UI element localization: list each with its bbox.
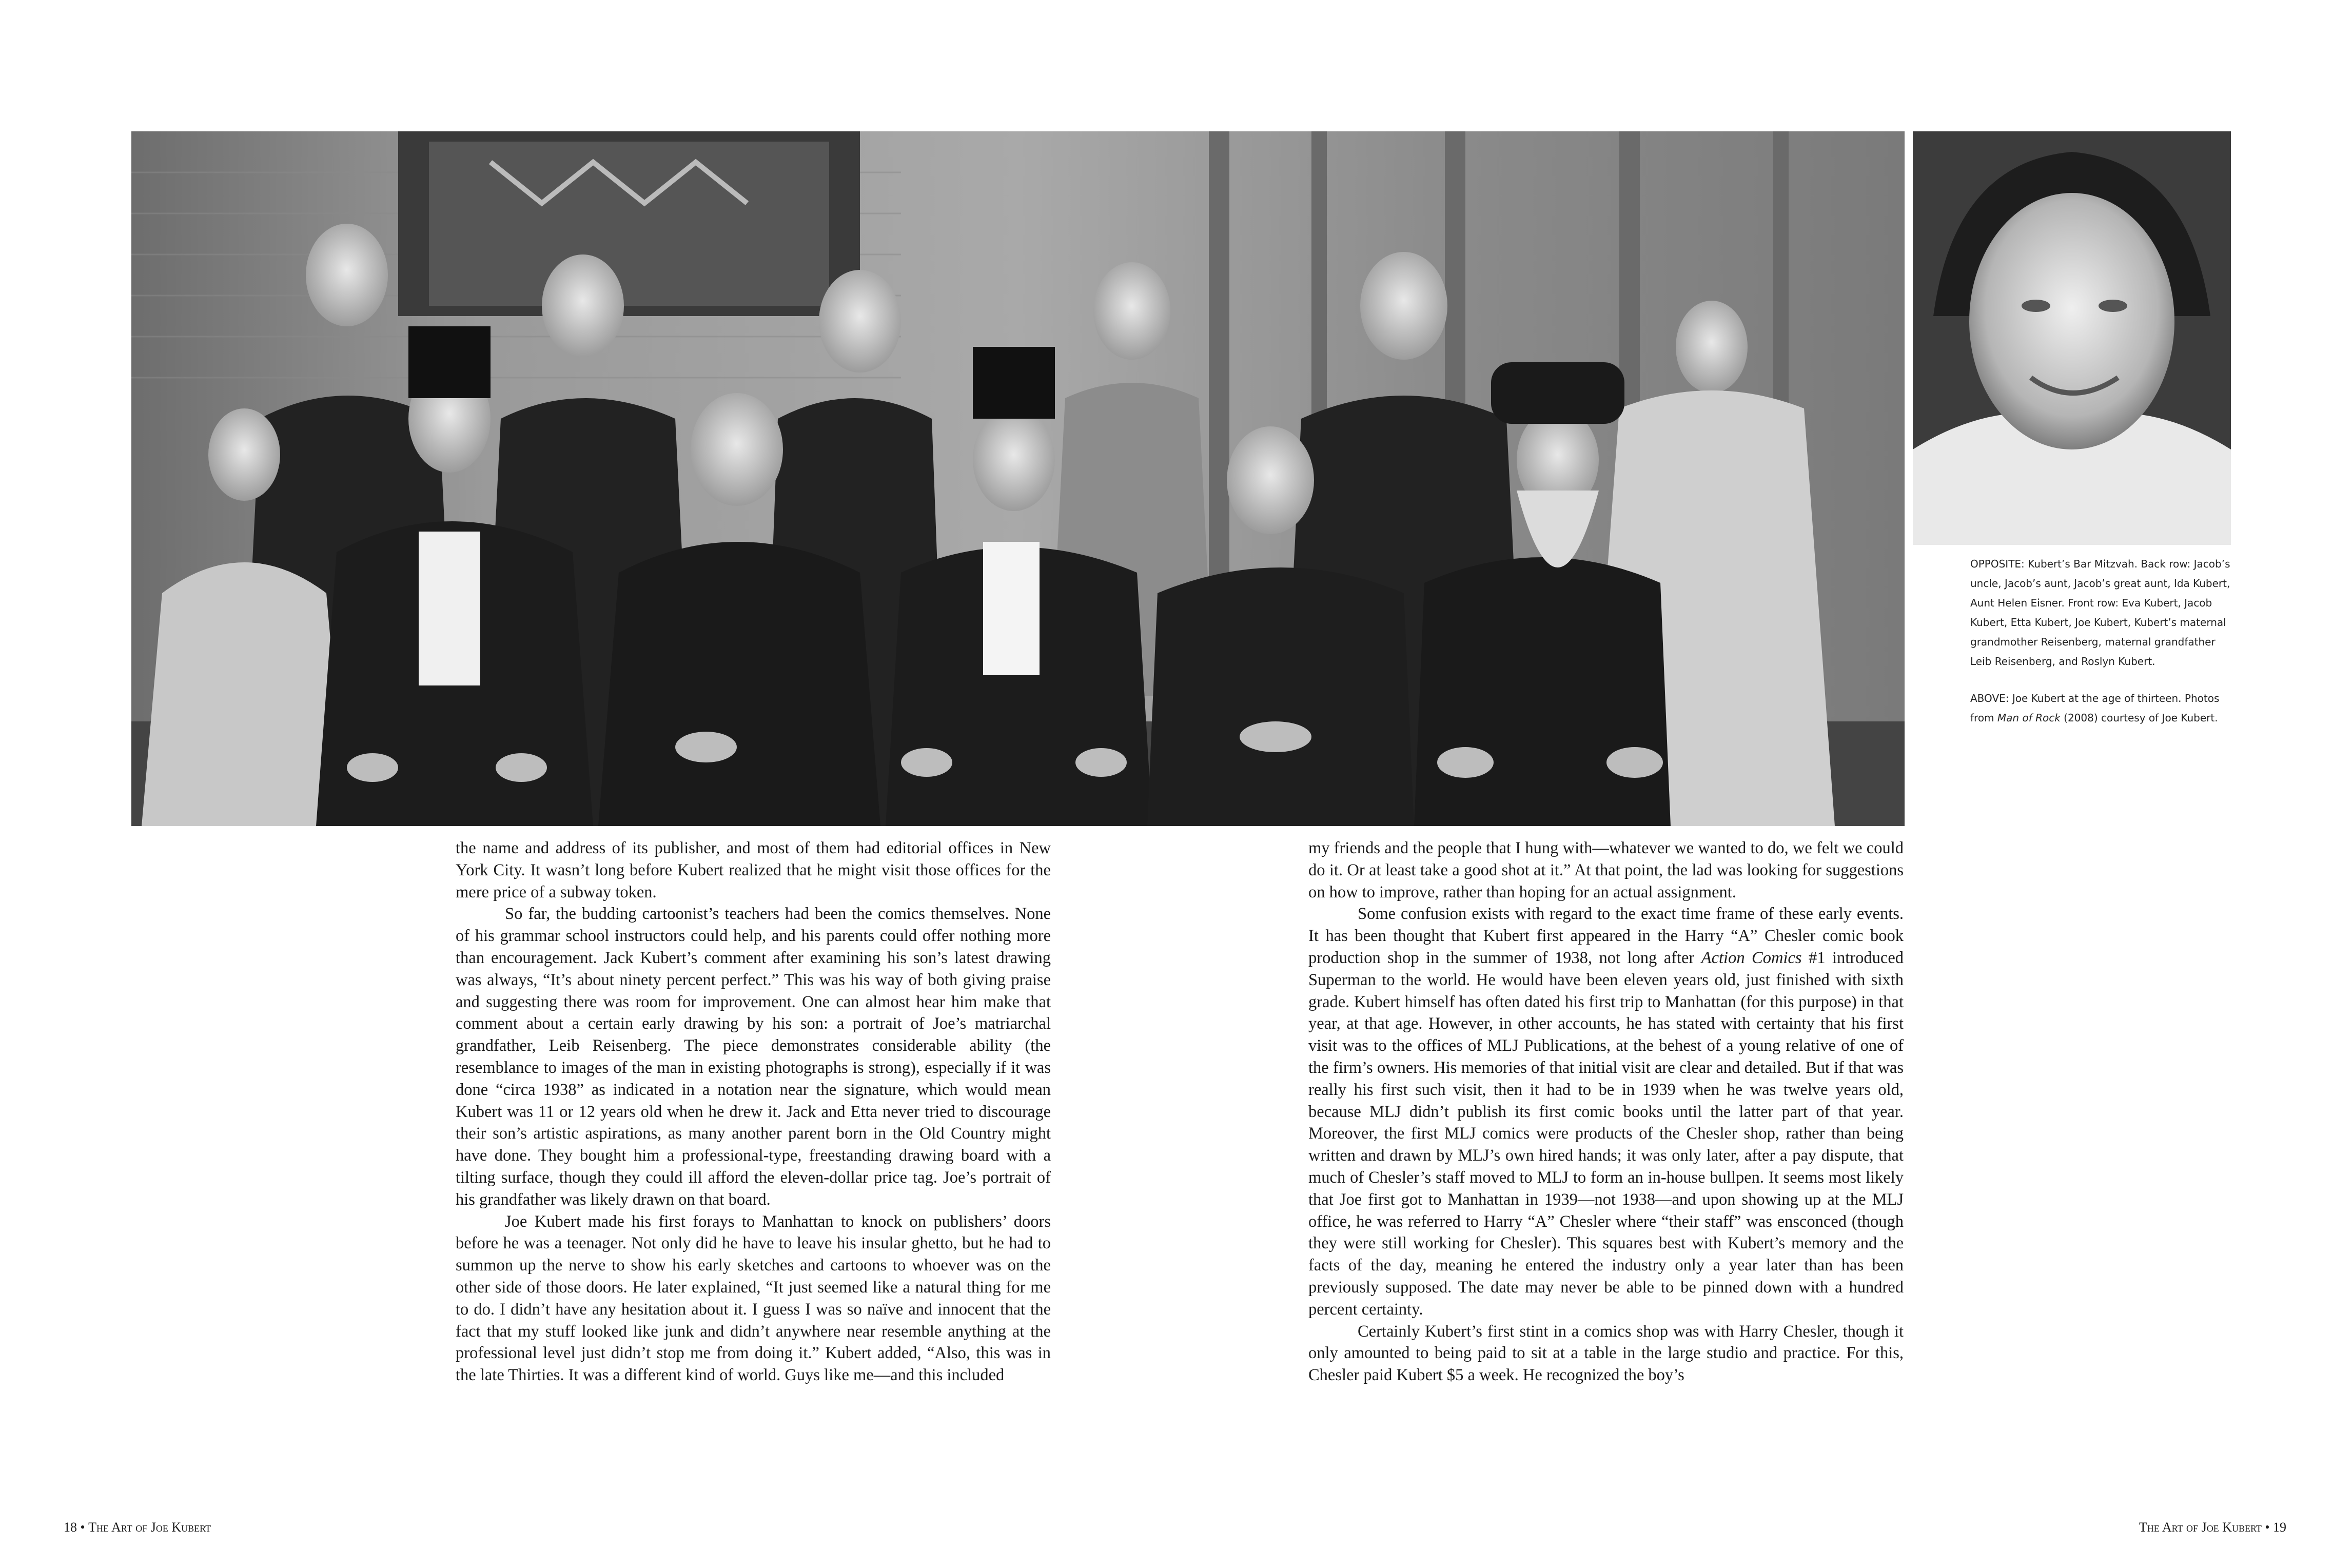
bar-mitzvah-group-photo xyxy=(131,131,1905,826)
paragraph: Certainly Kubert’s first stint in a comics shop was with Harry Chesler, though it only amounted to being paid to sit at a table in the large studio and practice. For this, Chesler paid Kubert $5 a week. He recognized the boy’s xyxy=(1308,1322,1904,1385)
caption-opposite: OPPOSITE: Kubert’s Bar Mitzvah. Back row: Jacob’s uncle, Jacob’s aunt, Jacob’s great aunt, Ida Kubert, Aunt Helen Eisner. Front row: Eva Kubert, Jacob Kubert, Etta Kubert, Joe Kubert, Kubert’s maternal grandmother Reisenberg, maternal grandfather Leib Reisenberg, and Roslyn Kubert. xyxy=(1970,558,2230,668)
page-folio-left: 18 • The Art of Joe Kubert xyxy=(64,1520,211,1535)
paragraph: Joe Kubert made his first forays to Manhattan to knock on publishers’ doors before he was a teenager. Not only did he have to leave his insular ghetto, but he had to summon up the nerve to show his early sketches and cartoons to whoever was on the other side of those doors. He later explained, “It just seemed like a natural thing for me to do. I didn’t have any hesitation about it. I guess I was so naïve and innocent that the fact that my stuff looked like junk and didn’t anywhere near resemble anything at the professional level just didn’t stop me from doing it.” Kubert added, “Also, this was in the late Thirties. It was a different kind of world. Guys like me—and this included xyxy=(456,1212,1051,1385)
paragraph: Some confusion exists with regard to the exact time frame of these early events. It has been thought that Kubert first appeared in the Harry “A” Chesler comic book production shop in the summer of 1938, not long after Action Comics #1 introduced Superman to the world. He would have been eleven years old, just finished with sixth grade. Kubert himself has often dated his first trip to Manhattan (for this purpose) in that year, at that age. However, in other accounts, he has stated with certainty that his first visit was to the offices of MLJ Publications, at the behest of a young relative of one of the firm’s owners. His memories of that initial visit are clear and detailed. But if that was really his first such visit, then it had to be in 1939 when he was twelve years old, because MLJ didn’t publish its first comic books until the latter part of that year. Moreover, the first MLJ comics were products of the Chesler shop, rather than being written and drawn by MLJ’s own hired hands; it was only later, after a pay dispute, that much of Chesler’s staff moved to MLJ to form an in-house bullpen. It seems most likely that Joe first got to Manhattan in 1939—not 1938—and upon showing up at the MLJ office, he was referred to Harry “A” Chesler where “their staff” was ensconced (though they were still working for Chesler). This squares best with Kubert’s memory and the facts of the day, meaning he entered the industry only a year later than has been previously supposed. The date may never be able to be pinned down with a hundred percent certainty. xyxy=(1308,905,1904,1319)
paragraph: my friends and the people that I hung with—whatever we wanted to do, we felt we could do it. Or at least take a good shot at it.” At that point, the lad was looking for suggestions on how to improve, rather than hoping for an actual assignment. xyxy=(1308,839,1904,901)
right-text-column xyxy=(1308,837,1904,1386)
left-text-column xyxy=(456,837,1051,1386)
page-folio-right: The Art of Joe Kubert • 19 xyxy=(2139,1520,2286,1535)
group-photo-image xyxy=(131,131,1905,826)
paragraph: the name and address of its publisher, and most of them had editorial offices in New York City. It wasn’t long before Kubert realized that he might visit those offices for the mere price of a subway token. xyxy=(456,839,1051,901)
photo-caption xyxy=(1970,554,2237,745)
paragraph: So far, the budding cartoonist’s teachers had been the comics themselves. None of his grammar school instructors could help, and his parents could offer nothing more than encouragement. Jack Kubert’s comment after examining his son’s latest drawing was always, “It’s about ninety percent perfect.” This was his way of both giving praise and suggesting there was room for improvement. One can almost hear him make that comment about a certain early drawing by his son: a portrait of Joe’s matriarchal grandfather, Leib Reisenberg. The piece demonstrates considerable ability (the resemblance to images of the man in existing photographs is strong), especially if it was done “circa 1938” as indicated in a notation near the signature, which would mean Kubert was 11 or 12 years old when he drew it. Jack and Etta never tried to discourage their son’s artistic aspirations, as many another parent born in the Old Country might have done. They bought him a professional-type, freestanding drawing board with a tilting surface, though they could ill afford the eleven-dollar price tag. Joe’s portrait of his grandfather was likely drawn on that board. xyxy=(456,905,1051,1209)
caption-above: ABOVE: Joe Kubert at the age of thirteen. Photos from Man of Rock (2008) courtesy of Joe Kubert. xyxy=(1970,692,2220,724)
portrait-photo-image xyxy=(1913,131,2231,545)
joe-kubert-portrait-photo xyxy=(1913,131,2231,545)
